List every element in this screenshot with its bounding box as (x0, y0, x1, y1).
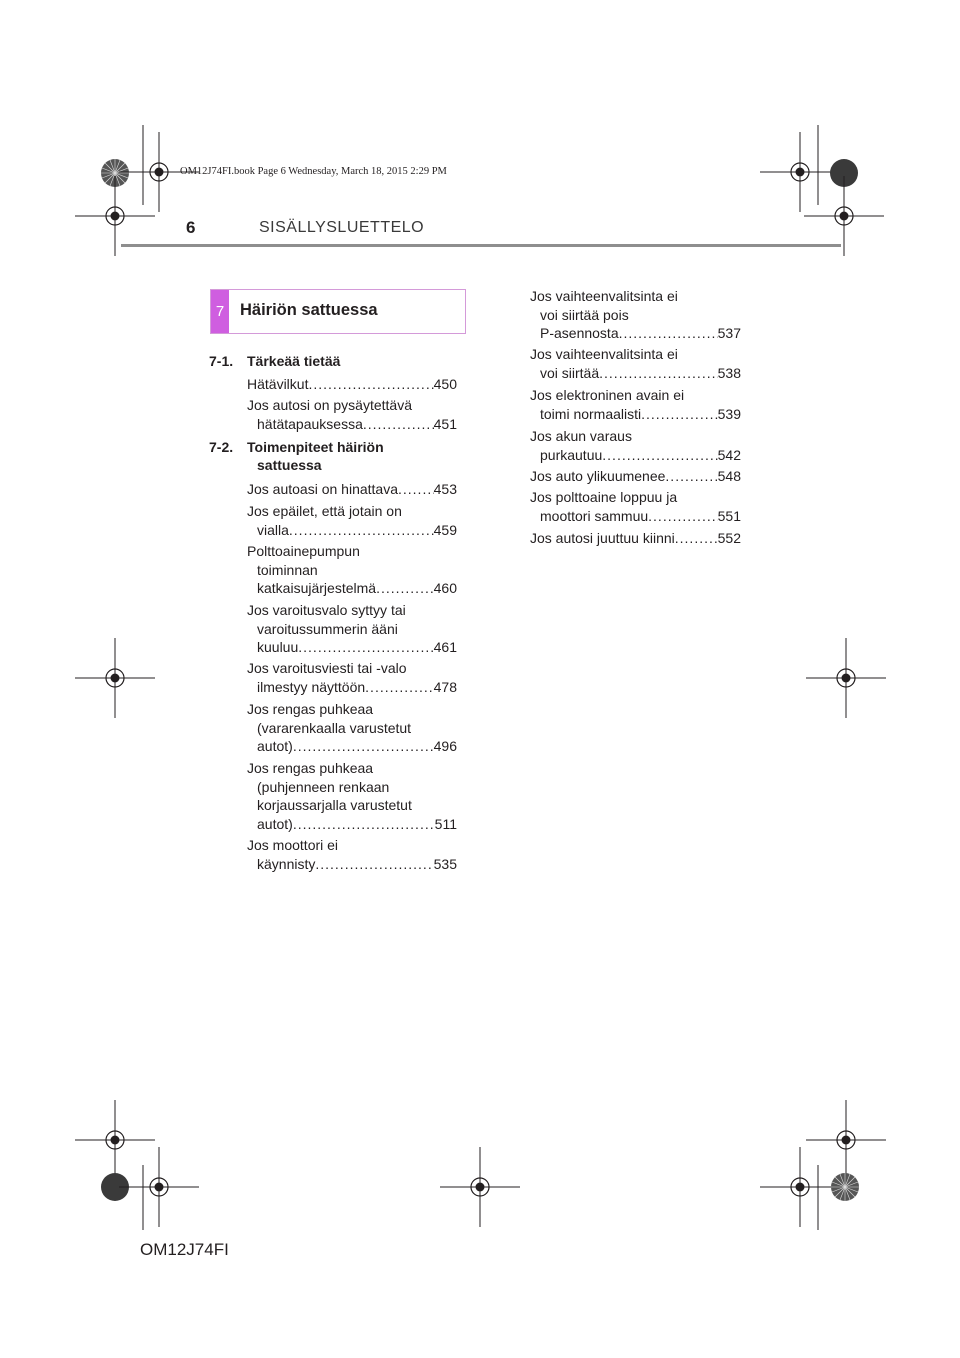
entry-page: 542 (717, 446, 741, 463)
toc-entry[interactable] (530, 386, 741, 423)
entry-text: Jos polttoaine loppuu ja (530, 489, 678, 505)
entry-page: 537 (717, 325, 741, 341)
section-title: sattuessa (257, 457, 322, 473)
section-number: 7-2. (209, 439, 234, 455)
leader-dots (363, 415, 434, 434)
entry-text: moottori sammuu (540, 507, 649, 524)
entry-page: 460 (433, 580, 457, 596)
leader-dots (315, 855, 433, 874)
section-number: 7-1. (209, 353, 234, 369)
toc-entry[interactable] (247, 480, 457, 499)
registration-mark (119, 1147, 199, 1227)
entry-text: autot) (257, 738, 293, 754)
entry-text: kuuluu (257, 639, 299, 655)
leader-dots (293, 815, 435, 834)
entry-text: Hätävilkut (247, 376, 309, 392)
toc-entry[interactable] (247, 836, 457, 873)
leader-dots (365, 678, 433, 697)
leader-dots (289, 521, 434, 540)
leader-dots (665, 467, 717, 486)
registration-mark (75, 638, 155, 718)
entry-page: 511 (434, 815, 457, 832)
entry-page: 451 (433, 415, 457, 432)
entry-text: vialla (257, 521, 289, 538)
leader-dots (599, 364, 718, 383)
toc-entry[interactable] (530, 488, 741, 525)
entry-text: Jos epäilet, että jotain on (247, 503, 402, 519)
entry-text: Jos autosi juuttuu kiinni (530, 530, 675, 546)
entry-text: purkautuu (540, 446, 603, 463)
toc-entry[interactable] (247, 542, 457, 598)
entry-text: katkaisujärjestelmä (257, 580, 377, 596)
registration-mark (760, 132, 840, 212)
entry-text: korjaussarjalla varustetut (257, 797, 412, 813)
sunburst-mark (831, 1173, 859, 1201)
toc-entry[interactable] (530, 427, 741, 464)
entry-text: Jos vaihteenvalitsinta ei (530, 288, 678, 304)
entry-text: (puhjenneen renkaan (257, 778, 390, 795)
entry-page: 538 (717, 364, 741, 381)
entry-page: 551 (717, 507, 741, 524)
entry-text: Jos varoitusvalo syttyy tai (247, 602, 406, 618)
leader-dots (602, 446, 717, 465)
page-title: SISÄLLYSLUETTELO (259, 219, 425, 236)
entry-text: Jos auto ylikuumenee (530, 468, 666, 484)
section-title: Toimenpiteet häiriön (247, 439, 384, 455)
toc-entry[interactable] (247, 601, 457, 657)
chapter-title: Häiriön sattuessa (240, 301, 378, 319)
section-title: Tärkeää tietää (247, 353, 341, 369)
entry-page: 535 (433, 855, 457, 872)
entry-page: 459 (433, 521, 457, 538)
entry-page: 453 (433, 481, 457, 497)
entry-text: hätätapauksessa (257, 415, 363, 432)
leader-dots (308, 375, 433, 394)
toc-entry[interactable] (247, 502, 457, 539)
toc-entry[interactable] (247, 759, 457, 833)
entry-text: käynnisty (257, 855, 316, 872)
entry-text: voi siirtää (540, 364, 600, 381)
entry-text: Jos moottori ei (247, 837, 339, 853)
entry-page: 552 (717, 530, 741, 546)
entry-text: P-asennosta (540, 325, 619, 341)
registration-mark (760, 1147, 840, 1227)
manual-code: OM12J74FI (140, 1240, 229, 1259)
toc-entry[interactable] (530, 345, 741, 382)
toc-entry[interactable] (247, 375, 457, 394)
entry-page: 539 (717, 405, 741, 422)
entry-text: Jos akun varaus (530, 428, 632, 444)
leader-dots (619, 324, 718, 343)
toc-entry[interactable] (247, 396, 457, 433)
entry-text: (vararenkaalla varustetut (257, 719, 412, 736)
toc-entry[interactable] (530, 467, 741, 486)
entry-text: Jos rengas puhkeaa (247, 701, 374, 717)
toc-entry[interactable] (530, 287, 741, 343)
leader-dots (675, 529, 718, 548)
entry-page: 496 (433, 738, 457, 754)
entry-text: toimi normaalisti (540, 405, 642, 422)
entry-page: 461 (433, 639, 457, 655)
entry-text: voi siirtää pois (540, 306, 629, 323)
entry-page: 478 (433, 678, 457, 695)
entry-text: toiminnan (257, 561, 318, 578)
toc-entry[interactable] (247, 700, 457, 756)
toc-entry[interactable] (530, 529, 741, 548)
entry-text: varoitussummerin ääni (257, 620, 398, 637)
chapter-number-tab: 7 (211, 290, 229, 333)
leader-dots (298, 638, 433, 657)
entry-page: 548 (717, 468, 741, 484)
page-number: 6 (186, 218, 196, 237)
entry-text: Polttoainepumpun (247, 543, 360, 559)
toc-entry[interactable] (247, 659, 457, 696)
registration-mark (440, 1147, 520, 1227)
book-info-line: OM12J74FI.book Page 6 Wednesday, March 18, 2015 2:29 PM (180, 166, 447, 177)
entry-page: 450 (433, 376, 457, 392)
entry-text: Jos elektroninen avain ei (530, 387, 685, 403)
header-rule (121, 244, 841, 247)
leader-dots (376, 579, 434, 598)
entry-text: Jos rengas puhkeaa (247, 760, 374, 776)
entry-text: Jos autosi on pysäytettävä (247, 397, 412, 413)
entry-text: ilmestyy näyttöön (257, 678, 366, 695)
leader-dots (293, 737, 434, 756)
entry-text: Jos vaihteenvalitsinta ei (530, 346, 678, 362)
entry-text: Jos autoasi on hinattava (247, 481, 398, 497)
chapter-heading (210, 289, 466, 334)
leader-dots (398, 480, 434, 499)
entry-text: autot) (257, 815, 293, 832)
entry-text: Jos varoitusviesti tai -valo (247, 660, 407, 676)
leader-dots (641, 405, 718, 424)
leader-dots (648, 507, 717, 526)
registration-mark (806, 638, 886, 718)
